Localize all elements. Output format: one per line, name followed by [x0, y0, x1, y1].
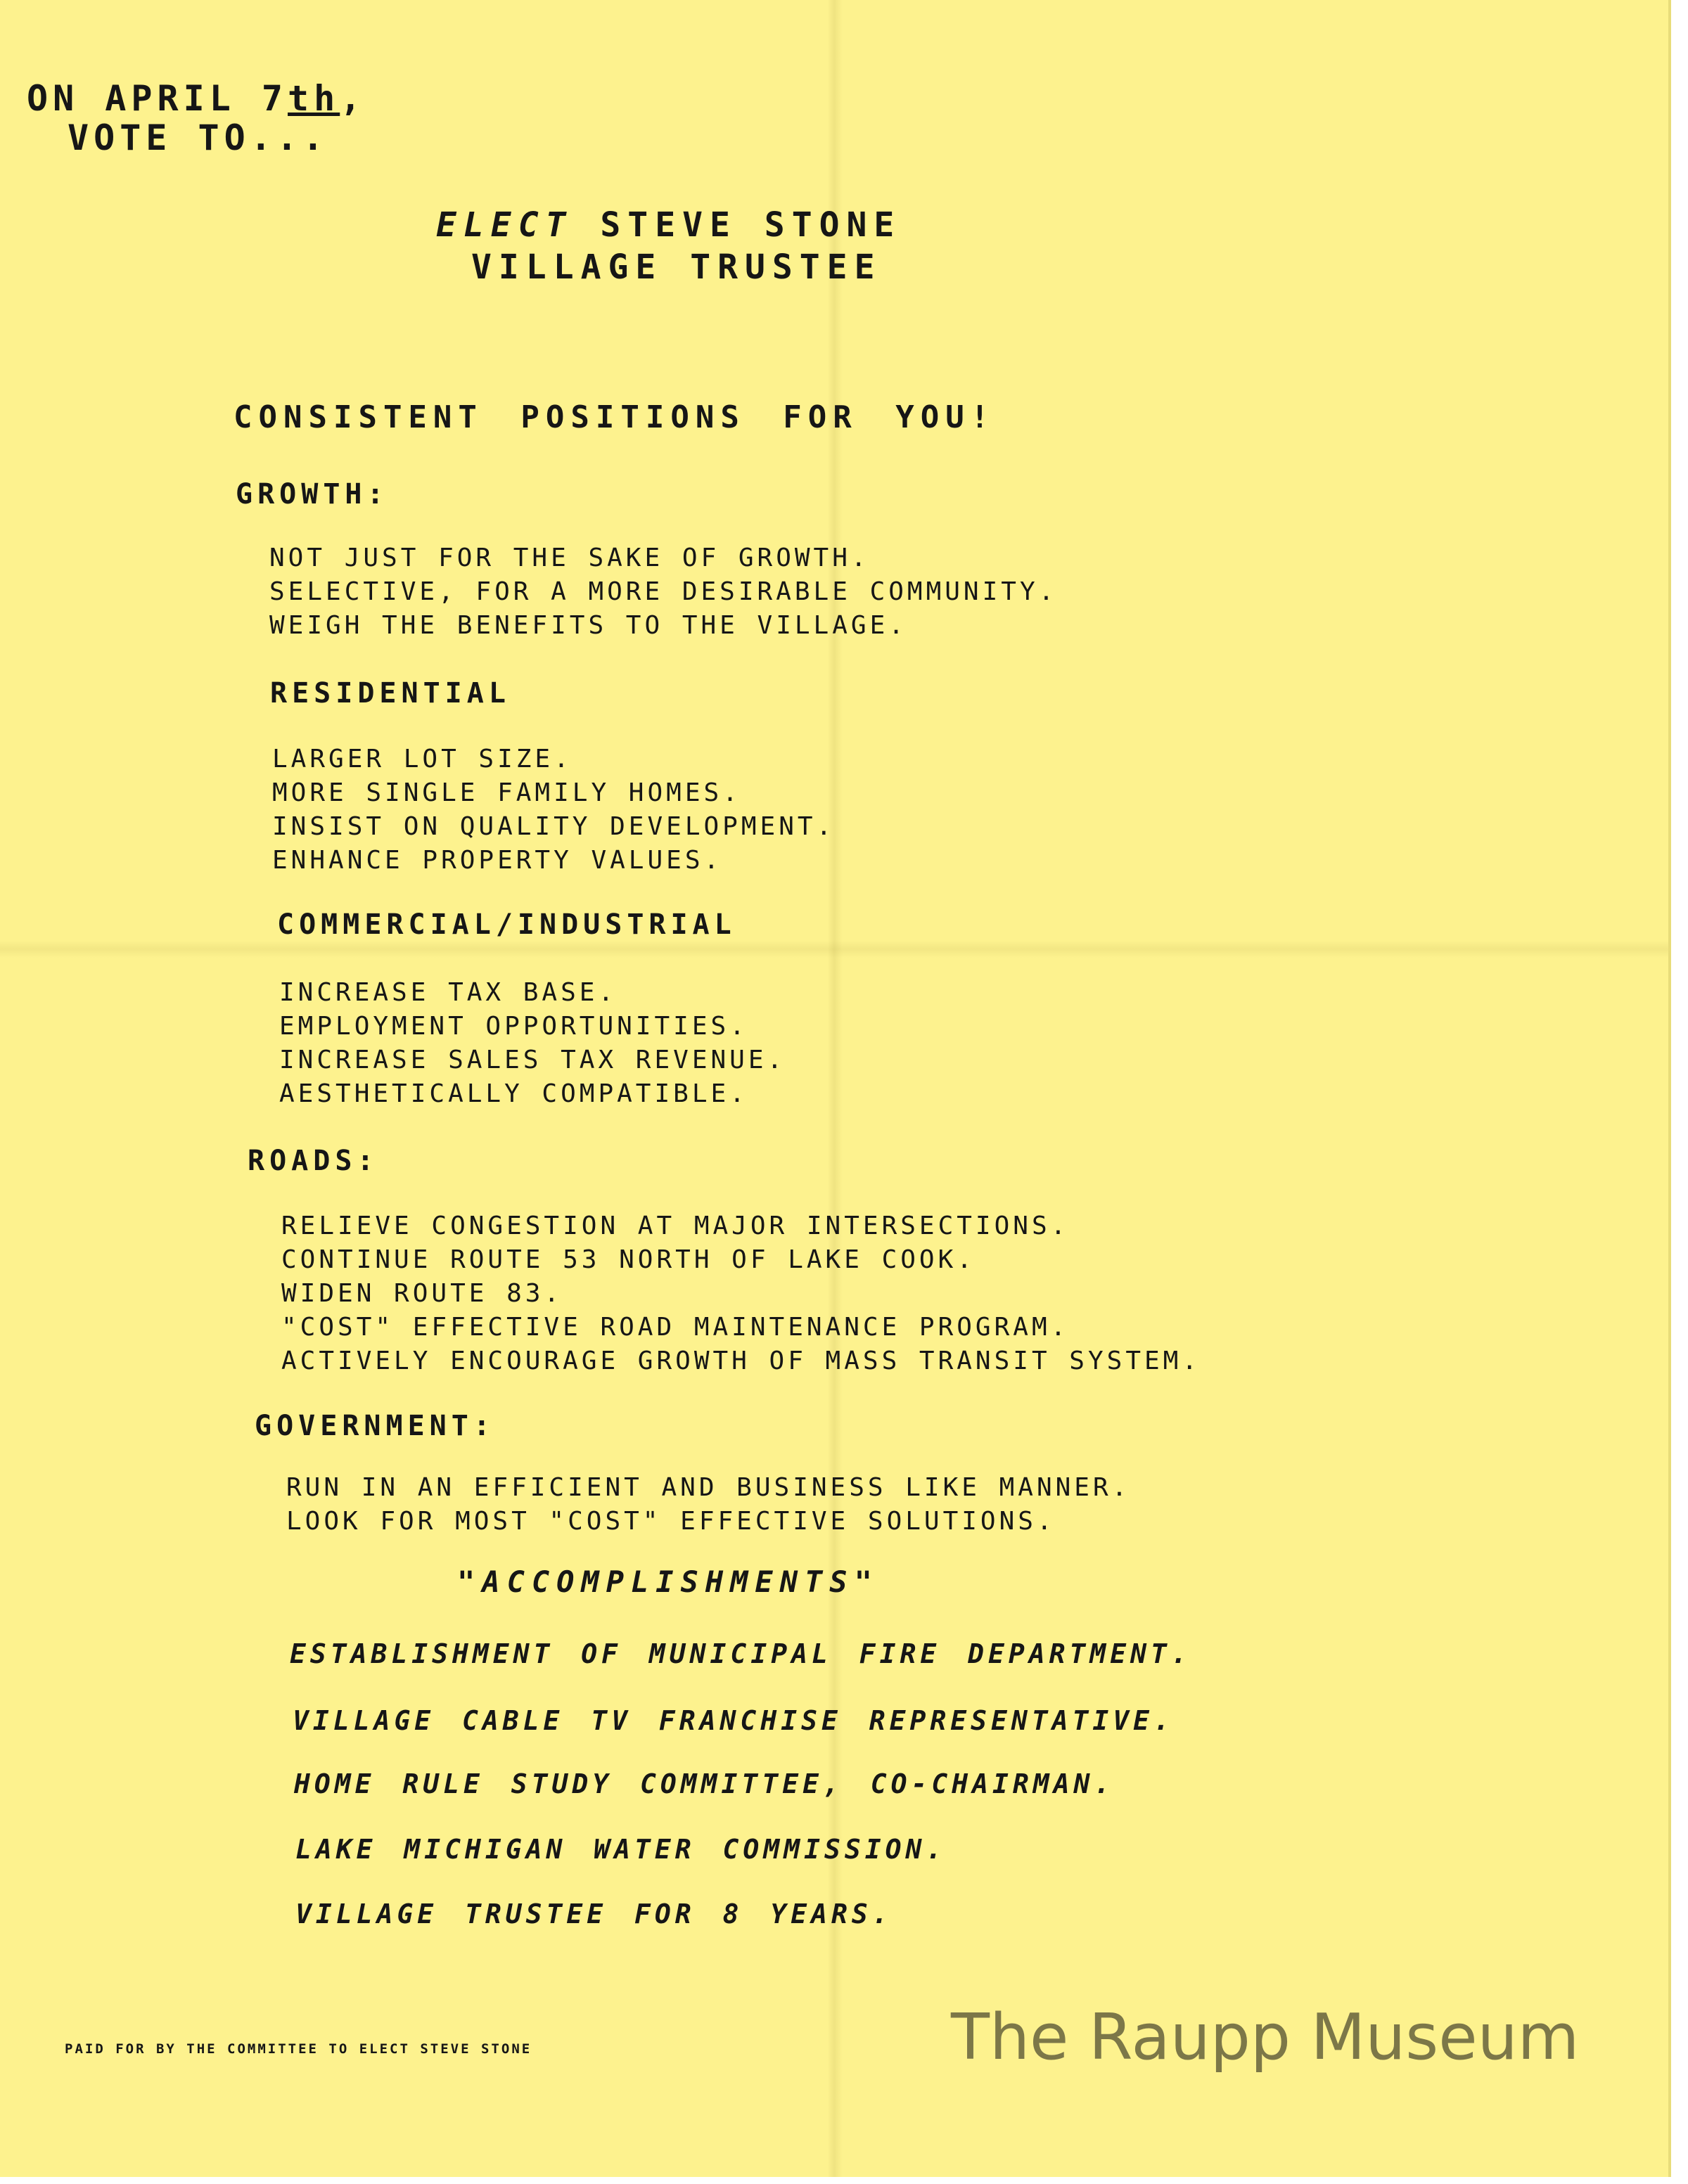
header-line1-end: ,	[340, 78, 366, 119]
list-item: INCREASE TAX BASE.	[279, 978, 618, 1007]
list-item: ACTIVELY ENCOURAGE GROWTH OF MASS TRANSIT SYSTEM.	[281, 1347, 1201, 1375]
accomplishment-item: HOME RULE STUDY COMMITTEE, CO-CHAIRMAN.	[294, 1768, 1115, 1799]
list-item: EMPLOYMENT OPPORTUNITIES.	[279, 1012, 748, 1041]
section-heading-growth: GROWTH:	[236, 478, 389, 510]
accomplishments-heading: "ACCOMPLISHMENTS"	[457, 1565, 879, 1599]
vote-date-header	[27, 79, 366, 158]
accomplishment-item: VILLAGE TRUSTEE FOR 8 YEARS.	[295, 1899, 893, 1929]
title-elect: ELECT	[436, 205, 573, 245]
candidate-title	[436, 204, 901, 288]
list-item: LARGER LOT SIZE.	[272, 745, 573, 773]
section-items-roads	[281, 1209, 1201, 1378]
paid-for-disclaimer: PAID FOR BY THE COMMITTEE TO ELECT STEVE STONE	[65, 2041, 532, 2057]
header-line2: VOTE TO...	[68, 117, 329, 158]
list-item: RUN IN AN EFFICIENT AND BUSINESS LIKE MANNER.	[286, 1473, 1131, 1502]
list-item: RELIEVE CONGESTION AT MAJOR INTERSECTIONS.	[281, 1212, 1070, 1240]
positions-heading: CONSISTENT POSITIONS FOR YOU!	[234, 399, 996, 435]
section-heading-roads: ROADS:	[248, 1145, 379, 1177]
list-item: INCREASE SALES TAX REVENUE.	[279, 1046, 786, 1074]
accomplishment-item: VILLAGE CABLE TV FRANCHISE REPRESENTATIVE.	[293, 1705, 1174, 1736]
section-items-growth	[269, 541, 1057, 643]
section-heading-government: GOVERNMENT:	[255, 1410, 495, 1442]
list-item: NOT JUST FOR THE SAKE OF GROWTH.	[269, 544, 870, 572]
title-office: VILLAGE TRUSTEE	[471, 248, 882, 287]
section-heading-residential: RESIDENTIAL	[270, 677, 511, 709]
list-item: WEIGH THE BENEFITS TO THE VILLAGE.	[269, 611, 907, 640]
header-line1: ON APRIL 7	[27, 78, 288, 119]
list-item: LOOK FOR MOST "COST" EFFECTIVE SOLUTIONS.	[286, 1507, 1056, 1536]
list-item: CONTINUE ROUTE 53 NORTH OF LAKE COOK.	[281, 1245, 976, 1274]
section-items-commercial	[279, 976, 786, 1111]
section-items-residential	[272, 743, 835, 878]
list-item: ENHANCE PROPERTY VALUES.	[272, 846, 723, 875]
list-item: MORE SINGLE FAMILY HOMES.	[272, 778, 741, 807]
list-item: "COST" EFFECTIVE ROAD MAINTENANCE PROGRAM.	[281, 1313, 1070, 1342]
header-line1-suffix: th	[288, 78, 340, 119]
section-items-government	[286, 1471, 1130, 1539]
museum-watermark: The Raupp Museum	[951, 2000, 1580, 2074]
list-item: AESTHETICALLY COMPATIBLE.	[279, 1079, 748, 1108]
accomplishment-item: ESTABLISHMENT OF MUNICIPAL FIRE DEPARTMENT.	[290, 1638, 1191, 1669]
list-item: SELECTIVE, FOR A MORE DESIRABLE COMMUNITY.	[269, 577, 1058, 606]
list-item: INSIST ON QUALITY DEVELOPMENT.	[272, 812, 836, 841]
list-item: WIDEN ROUTE 83.	[281, 1279, 563, 1308]
section-heading-commercial: COMMERCIAL/INDUSTRIAL	[277, 908, 736, 941]
accomplishment-item: LAKE MICHIGAN WATER COMMISSION.	[295, 1834, 947, 1865]
title-name: STEVE STONE	[600, 205, 902, 245]
